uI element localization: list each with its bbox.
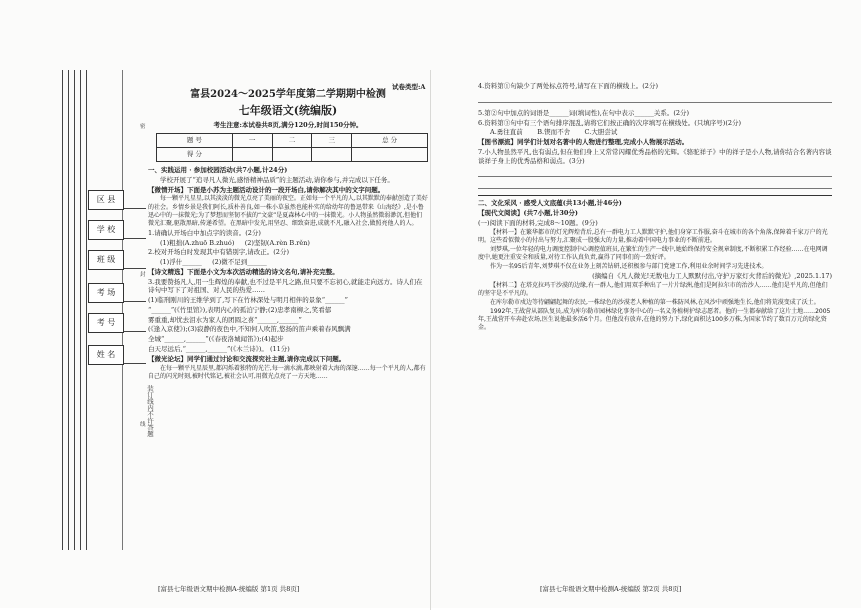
question-2-options <box>148 258 428 267</box>
question-7: 7.小人物虽然平凡,也有弱点,但在他们身上又常常闪耀优秀品格的光辉。《骆驼祥子》中的祥子是小人物,请你结合名著内容谈谈祥子身上的优秀品格和弱点。(3分) <box>478 147 832 165</box>
class-field[interactable] <box>124 268 146 269</box>
question-6: 6.资料第③句中有三个语句排序混乱,请将它们按正确的次序填写在横线处。(只填序号)(2分) <box>478 118 742 127</box>
q6-option: A.勇往直前 <box>490 128 523 137</box>
school-field[interactable] <box>124 238 146 239</box>
question-4: 4.资料第①句缺少了两处标点符号,请写在下面的横线上。(2分) <box>478 82 658 90</box>
subsection-title: 【现代文阅读】(共7小题,计30分) <box>478 209 578 218</box>
q3-line[interactable]: 白天尽远后,“______,______”(《木兰诗》)。 <box>148 344 268 353</box>
q3-line[interactable]: (《逢入京使》);(3)寂静的夜色中,不知何人吹笛,悠扬的笛声乘着春风飘满 <box>148 325 351 334</box>
name-field[interactable] <box>124 363 146 364</box>
left-page <box>148 82 428 382</box>
score-cell[interactable] <box>272 148 312 162</box>
passage-2: 在每一颗平凡星辰里,都闪烁着独特的光芒,每一滴水滴,都映射着大海的深邃……每一个平凡的人,都有自己的闪光时刻,被时代铭记,被社会认可,用微光点亮了一方天地…… <box>148 364 426 380</box>
q2-option[interactable]: (2)微不足到______ <box>212 258 267 267</box>
question-1-options <box>148 239 428 248</box>
question-2: 2.校对开场白时发现其中有错别字,请改正。(2分) <box>148 248 289 257</box>
label-school: 学 校 <box>88 220 124 240</box>
material-2: 【材料二】在塔克拉玛干沙漠的边缘,有一群人,他们用双手种出了一片片绿洲,他们是阿拉尔市的治沙人……他们是平凡的,但他们的坚守是不平凡的。 <box>478 281 828 297</box>
score-cell[interactable] <box>352 148 428 162</box>
score-header: 三 <box>312 134 352 148</box>
right-page <box>478 82 832 333</box>
q7-answer-line[interactable] <box>478 167 832 177</box>
label-district: 区 县 <box>88 190 124 210</box>
q6-option: B.锲而不舍 <box>537 128 571 137</box>
q3-line[interactable]: 全城“______,______”(《春夜洛城闻笛》);(4)起步 <box>148 335 284 344</box>
binding-note: 装订线内不许答题 <box>146 385 154 437</box>
task-3-title: 【微光论坛】同学们通过讨论和交流探究社主题,请你完成以下问题。 <box>148 354 346 363</box>
section-1-title: 一、实践运用 · 参加校园活动(共7小题,计24分) <box>148 166 288 175</box>
task-1-title: 【微情开场】下面是小苏为主题活动设计的一段开场白,请你解决其中的文字问题。 <box>148 185 385 194</box>
question-1: 1.请确认开场白中加点字的读音。(2分) <box>148 228 261 237</box>
material-1-b: 刘梦琪,一位年轻的电力调度控制中心调控值班员,在繁忙的生产一线中,她始终保持安全规章制度,不断积累工作经验……在电网调度中,她更注重安全和质量,对待工作认真负责,赢得了同事们的一致好评。 <box>478 245 828 261</box>
seal-gloss: 密 <box>140 124 146 130</box>
footer-page-1: [富县七年级语文期中检测A-统编版 第1页 共8页] <box>158 585 300 593</box>
q6-options <box>478 128 832 137</box>
question-5: 5.第②句中加点的词语是______词(填词性),在句中表示______关系。(2分) <box>478 108 690 117</box>
subsection-instructions: (一)阅读下面的材料,完成8～10题。(9分) <box>478 218 598 227</box>
q3-score: (11分) <box>269 344 290 353</box>
q3-line[interactable]: 雾重重,却忧去泪水为家人的团圆之喜“______,______” <box>148 315 302 324</box>
label-class: 班 级 <box>88 250 124 270</box>
label-name: 姓 名 <box>88 345 124 365</box>
exam-number-field[interactable] <box>124 331 146 332</box>
exam-room-field[interactable] <box>124 301 146 302</box>
material-1-c: 作为一名95后青年,刘梦琪不仅在业务上刻苦钻研,还积极参与部门党建工作,利用业余时间学习先进技术。 <box>490 263 768 271</box>
material-1: 【材料一】在繁华都市的灯光辉煌背后,总有一群电力工人默默守护,他们身穿工作服,奋斗在城市的各个角落,保障着千家万户的光明。这些看似微小的付出与努力,汇聚成一股强大的力量,推动着中国电力事业的不断前进。 <box>478 228 828 244</box>
section-2-title: 二、文化采风 · 感受人文底蕴(共13小题,计46分) <box>478 199 622 208</box>
score-header: 题 号 <box>157 134 233 148</box>
q3-line[interactable]: “______”(《竹里馆》),表明内心的孤泊宁静;(2)忠孝南柳之,笑看郁 <box>148 305 332 314</box>
label-exam-number: 考 号 <box>88 313 124 333</box>
score-table <box>156 133 428 162</box>
q6-option: C.大胆尝试 <box>584 128 618 137</box>
exam-notice: 考生注意:本试卷共8页,满分120分,时间150分钟。 <box>213 121 363 130</box>
q1-option: (1)粗拙(A.zhuō B.zhuó) <box>160 238 235 247</box>
district-field[interactable] <box>124 208 146 209</box>
exam-subject: 七年级语文(统编版) <box>238 103 338 117</box>
material-2-b: 在库尔勒市戍边等待翩翩起舞的农民,一株绿色的沙漠老人种植的第一株防风林,在风沙中顽强地生长,他们将荒漠变成了沃土。 <box>490 299 820 307</box>
question-3: 3.我要赞扬凡人,用一生辉煌的奉献,也不过是平凡之路,但只要不忘初心,就能走向远方。诗人们在诗句中写下了对祖国、对人民的热爱…… <box>148 277 423 295</box>
material-1-source: (摘编自《凡人微光!无数电力工人默默付出,守护万家灯火背后的微光》,2025.1.17) <box>592 272 832 281</box>
q7-answer-line[interactable] <box>478 179 832 189</box>
paper-type: 试卷类型:A <box>392 83 426 91</box>
seal-gloss: 封 <box>140 272 146 278</box>
label-exam-room: 考 场 <box>88 283 124 303</box>
seal-gloss: 线 <box>140 422 146 428</box>
footer-page-2: [富县七年级语文期中检测A-统编版 第2页 共8页] <box>540 585 682 593</box>
q3-last-line <box>148 345 428 354</box>
page-fold <box>430 70 431 610</box>
score-header: 一 <box>232 134 272 148</box>
divider <box>478 195 832 196</box>
task-2-title: 【诗文精选】下面是小文为本次活动精选的诗文名句,请补充完整。 <box>148 267 339 276</box>
score-cell[interactable] <box>312 148 352 162</box>
q1-option: (2)坚韧(A.rèn B.rěn) <box>244 238 310 247</box>
q4-answer-line[interactable] <box>478 93 832 103</box>
score-header: 二 <box>272 134 312 148</box>
score-header: 总 分 <box>352 134 428 148</box>
section-1-intro: 学校开展了“追寻凡人微光,感悟精神品质”的主题活动,请你参与,并完成以下任务。 <box>160 175 394 184</box>
exam-title: 富县2024～2025学年度第二学期期中检测 <box>190 89 386 100</box>
score-label: 得 分 <box>157 148 233 162</box>
passage-1: 每一颗平凡星星,以其淡淡的微光点亮了美丽的夜空。正如每一个平凡的人,以其默默的奉献创造了美好的社会。乡情乡景是我们阿长,质朴善良,如一株小草虽然也能朴实的给幼年的鲁迅带来《山海经》,是小鲁迅心中的一抹微光;为了梦想而坚韧不拔的“文豪”是夏森林心中的一抹微光。小人物虽然微弱渺沉,但他们微光汇聚,驱散黑暗,传递希望。在黑暗中发光,用坚忍、细致奋进,成就不凡,融入社会,做照亮他人的人。 <box>148 195 428 227</box>
material-2-c: 1992年,王战营从部队复员,成为库尔勒市园林绿化事务中心的一名义务植树护绿志愿者。他的一生都奉献给了这片土地……2005年,王战营开车奔赴农场,医生说他最多活6个月。但他没有放弃,在他的努力下,绿化面积达100多万株,为国家节约了数百万元的绿化资金。 <box>478 308 831 332</box>
binding-margin <box>62 70 140 550</box>
q2-option[interactable]: (1)浮什______ <box>160 258 202 267</box>
score-cell[interactable] <box>232 148 272 162</box>
q3-line[interactable]: (1)临刑刚川的王维学到了,写下在竹林深处与明月相伴的景象“______” <box>148 296 348 305</box>
task-4-title: 【图书漂流】同学们计划对名著中的人物进行整理,完成小人物展示活动。 <box>478 138 689 147</box>
